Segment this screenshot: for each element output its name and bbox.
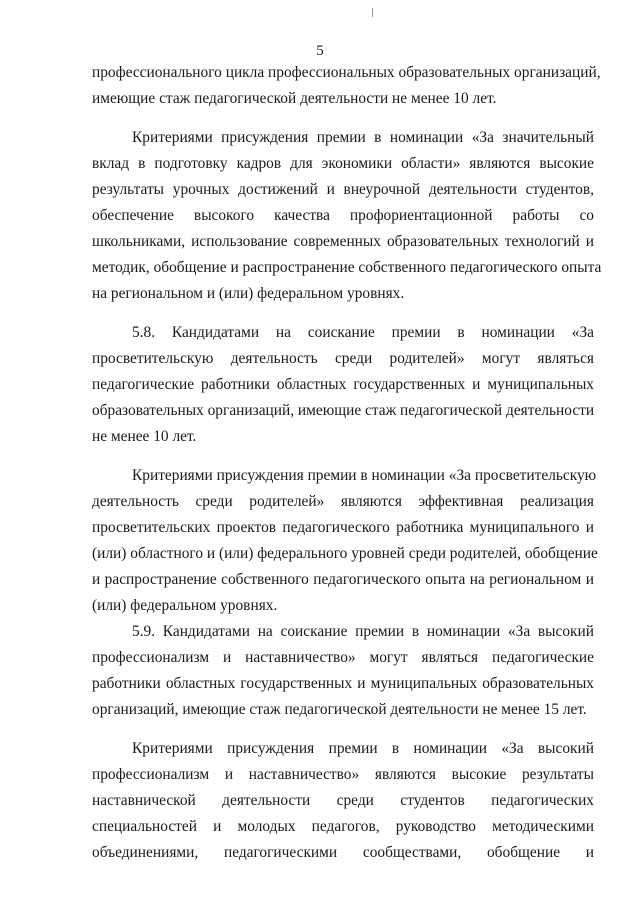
page-number: 5 (316, 43, 324, 59)
text-line: не менее 10 лет. (92, 428, 197, 445)
text-line: методик, обобщение и распространение собственного педагогического опыта (92, 259, 602, 276)
text-line: Критериями присуждения премии в номинации «За значительный (132, 129, 594, 146)
paragraph (92, 125, 602, 307)
text-line: объединениями, педагогическими сообществами, обобщение и (92, 844, 594, 861)
text-line: Критериями присуждения премии в номинации «За просветительскую (132, 467, 597, 484)
text-line: и распространение собственного педагогического опыта на региональном и (92, 571, 594, 588)
text-line: результаты урочных достижений и внеурочной деятельности студентов, (92, 181, 594, 198)
text-line: просветительских проектов педагогического работника муниципального и (92, 519, 594, 536)
text-line: организаций, имеющие стаж педагогической деятельности не менее 15 лет. (92, 701, 587, 718)
paragraph (92, 320, 594, 450)
text-line: на региональном и (или) федеральном уровнях. (92, 285, 405, 302)
paragraph (92, 60, 601, 112)
text-line: (или) областного и (или) федерального уровней среди родителей, обобщение (92, 545, 598, 562)
document-body (92, 60, 602, 866)
text-line: образовательных организаций, имеющие стаж педагогической деятельности (92, 402, 595, 419)
text-line: имеющие стаж педагогической деятельности не менее 10 лет. (92, 90, 497, 107)
text-line: обеспечение высокого качества профориентационной работы со (92, 207, 594, 224)
text-line: профессионализм и наставничество» могут являться педагогические (92, 649, 594, 666)
text-line: работники областных государственных и муниципальных образовательных (92, 675, 594, 692)
text-line: профессионализм и наставничество» являются высокие результаты (92, 766, 594, 783)
text-line: профессионального цикла профессиональных образовательных организаций, (92, 64, 601, 81)
paragraph (92, 619, 594, 723)
text-line: специальностей и молодых педагогов, руководство методическими (92, 818, 594, 835)
scan-mark (372, 8, 373, 17)
text-line: Критериями присуждения премии в номинации «За высокий (132, 740, 594, 757)
paragraph (92, 736, 594, 866)
text-line: (или) федеральном уровнях. (92, 597, 278, 614)
text-line: наставнической деятельности среди студентов педагогических (92, 792, 594, 809)
paragraph (92, 463, 598, 619)
text-line: 5.9. Кандидатами на соискание премии в номинации «За высокий (132, 623, 594, 640)
text-line: просветительскую деятельность среди родителей» могут являться (92, 350, 594, 367)
text-line: педагогические работники областных государственных и муниципальных (92, 376, 594, 393)
text-line: вклад в подготовку кадров для экономики области» являются высокие (92, 155, 594, 172)
text-line: школьниками, использование современных образовательных технологий и (92, 233, 594, 250)
text-line: деятельность среди родителей» являются эффективная реализация (92, 493, 594, 510)
text-line: 5.8. Кандидатами на соискание премии в номинации «За (132, 324, 594, 341)
